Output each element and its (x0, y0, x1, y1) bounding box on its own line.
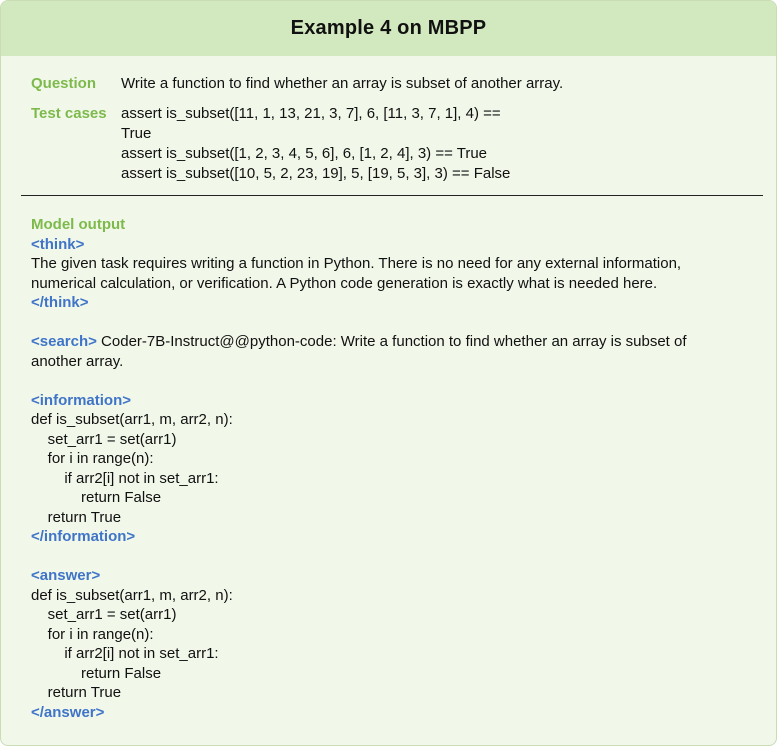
information-code-line: return True (31, 508, 122, 526)
think-text-line: numerical calculation, or verification. A Python code generation is exactly what is needed here. (31, 274, 658, 292)
question-row (31, 74, 751, 94)
card-header (1, 1, 776, 56)
model-output-label: Model output (31, 216, 126, 233)
test-case-line: assert is_subset([10, 5, 2, 23, 19], 5, [19, 5, 3], 3) == False (121, 165, 511, 182)
information-open-tag: <information> (31, 391, 132, 409)
search-query-continued: another array. (31, 352, 124, 370)
answer-code-line: def is_subset(arr1, m, arr2, n): (31, 586, 233, 604)
think-open-tag: <think> (31, 235, 85, 253)
problem-section (31, 74, 751, 194)
answer-code-line: for i in range(n): (31, 625, 154, 643)
information-code-line: set_arr1 = set(arr1) (31, 430, 177, 448)
information-close-tag: </information> (31, 528, 136, 545)
card-title: Example 4 on MBPP (290, 17, 487, 39)
answer-open-tag: <answer> (31, 567, 101, 584)
answer-code-line: set_arr1 = set(arr1) (31, 606, 177, 623)
test-case-line: assert is_subset([11, 1, 13, 21, 3, 7], 6, [11, 3, 7, 1], 4) == (121, 105, 501, 122)
information-code-line: def is_subset(arr1, m, arr2, n): (31, 411, 233, 428)
information-code-line: if arr2[i] not in set_arr1: (31, 469, 219, 487)
test-case-line: True (121, 125, 152, 142)
information-code-line: for i in range(n): (31, 450, 154, 467)
question-text: Write a function to find whether an array is subset of another array. (121, 75, 564, 92)
think-text-line: The given task requires writing a function in Python. There is no need for any external information, (31, 255, 682, 272)
test-cases-list (121, 104, 751, 184)
question-label: Question (31, 75, 97, 92)
think-close-tag: </think> (31, 294, 89, 311)
search-line (31, 332, 751, 352)
answer-code-line: return True (31, 684, 122, 701)
search-query: Coder-7B-Instruct@@python-code: Write a function to find whether an array is subset of (96, 333, 687, 350)
answer-code-line: if arr2[i] not in set_arr1: (31, 645, 219, 662)
test-cases-row (31, 104, 751, 184)
section-divider (21, 195, 763, 196)
answer-code-line: return False (31, 664, 162, 682)
search-tag: <search> (31, 333, 97, 350)
model-output-section (31, 215, 751, 722)
test-cases-label: Test cases (31, 105, 107, 122)
information-code-line: return False (31, 489, 162, 506)
answer-close-tag: </answer> (31, 703, 105, 721)
test-case-line: assert is_subset([1, 2, 3, 4, 5, 6], 6, [1, 2, 4], 3) == True (121, 145, 488, 162)
